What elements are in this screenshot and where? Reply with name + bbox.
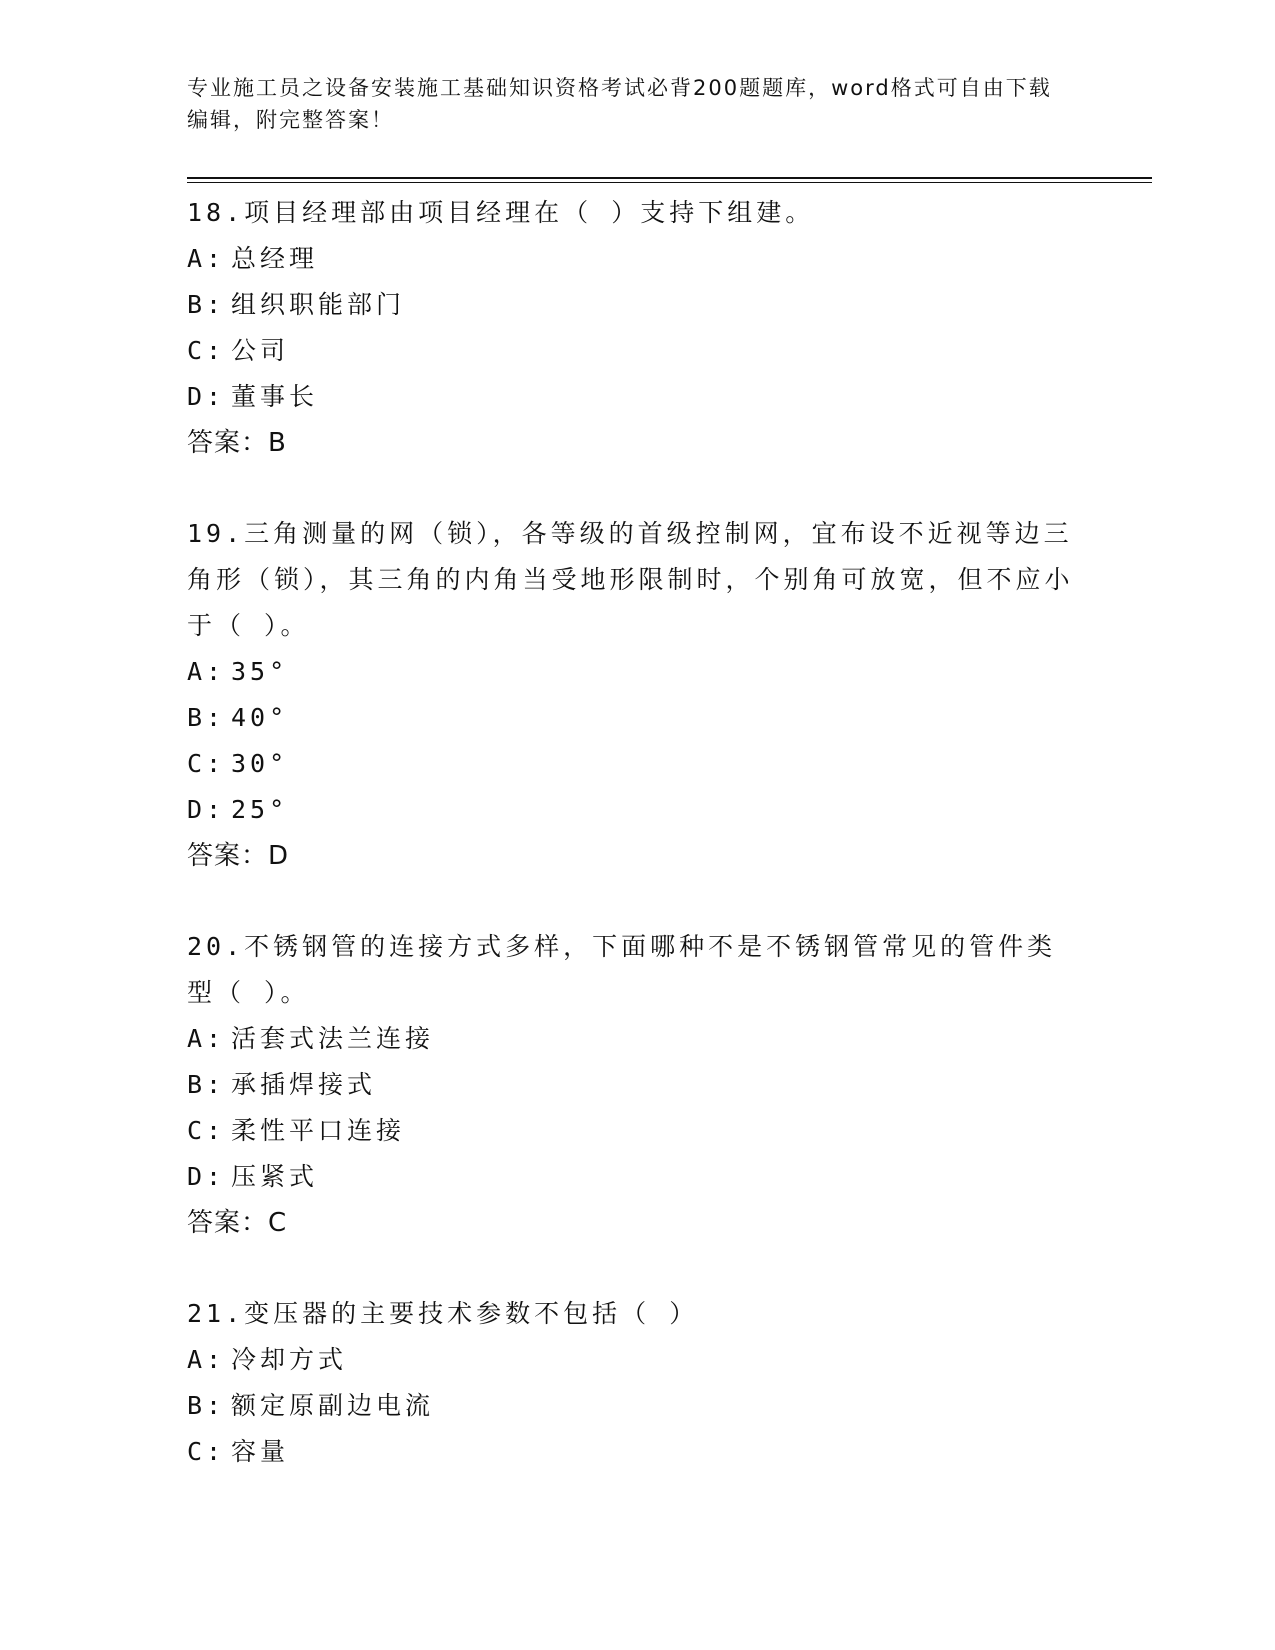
option-text: 额定原副边电流 — [231, 1391, 435, 1420]
option-c — [187, 1108, 1087, 1154]
answer-line: 答案：B — [187, 428, 287, 458]
option-b — [187, 282, 1087, 328]
question-stem: 20.不锈钢管的连接方式多样，下面哪种不是不锈钢管常见的管件类型（ ）。 — [187, 932, 1057, 1007]
header-divider-thick — [187, 177, 1152, 179]
question-18 — [187, 190, 1087, 466]
option-key: C: — [187, 1116, 226, 1145]
option-key: C: — [187, 336, 226, 365]
question-21 — [187, 1291, 1087, 1475]
option-key: A: — [187, 244, 226, 273]
option-key: B: — [187, 703, 226, 732]
option-text: 40° — [231, 703, 289, 732]
option-text: 冷却方式 — [231, 1345, 348, 1374]
option-text: 董事长 — [231, 382, 319, 411]
option-text: 35° — [231, 657, 289, 686]
option-key: A: — [187, 1345, 226, 1374]
option-b — [187, 1062, 1087, 1108]
option-b — [187, 1383, 1087, 1429]
question-19 — [187, 511, 1087, 879]
question-20 — [187, 924, 1087, 1246]
option-d — [187, 1154, 1087, 1200]
option-d — [187, 374, 1087, 420]
option-key: A: — [187, 657, 226, 686]
option-key: B: — [187, 1391, 226, 1420]
option-c — [187, 1429, 1087, 1475]
question-stem: 21.变压器的主要技术参数不包括（ ） — [187, 1299, 699, 1328]
option-a — [187, 236, 1087, 282]
option-key: D: — [187, 382, 226, 411]
option-d — [187, 787, 1087, 833]
question-stem: 19.三角测量的网（锁），各等级的首级控制网，宜布设不近视等边三角形（锁），其三角的内角当受地形限制时，个别角可放宽，但不应小于（ ）。 — [187, 519, 1074, 640]
document-header: 专业施工员之设备安装施工基础知识资格考试必背200题题库，word格式可自由下载编辑，附完整答案！ — [187, 76, 1052, 132]
option-text: 30° — [231, 749, 289, 778]
option-c — [187, 741, 1087, 787]
option-key: B: — [187, 1070, 226, 1099]
option-key: D: — [187, 795, 226, 824]
option-key: D: — [187, 1162, 226, 1191]
option-a — [187, 649, 1087, 695]
option-key: A: — [187, 1024, 226, 1053]
answer-line: 答案：D — [187, 841, 290, 871]
option-a — [187, 1016, 1087, 1062]
header-divider-thin — [187, 182, 1152, 183]
option-text: 容量 — [231, 1437, 290, 1466]
option-text: 公司 — [231, 336, 290, 365]
option-text: 25° — [231, 795, 289, 824]
option-b — [187, 695, 1087, 741]
question-list — [187, 190, 1087, 1475]
answer-line: 答案：C — [187, 1208, 288, 1238]
option-key: C: — [187, 1437, 226, 1466]
option-text: 组织职能部门 — [231, 290, 406, 319]
option-key: B: — [187, 290, 226, 319]
question-stem: 18.项目经理部由项目经理在（ ）支持下组建。 — [187, 198, 815, 227]
option-text: 承插焊接式 — [231, 1070, 377, 1099]
option-text: 总经理 — [231, 244, 319, 273]
option-key: C: — [187, 749, 226, 778]
option-a — [187, 1337, 1087, 1383]
option-text: 活套式法兰连接 — [231, 1024, 435, 1053]
option-text: 柔性平口连接 — [231, 1116, 406, 1145]
option-text: 压紧式 — [231, 1162, 319, 1191]
option-c — [187, 328, 1087, 374]
